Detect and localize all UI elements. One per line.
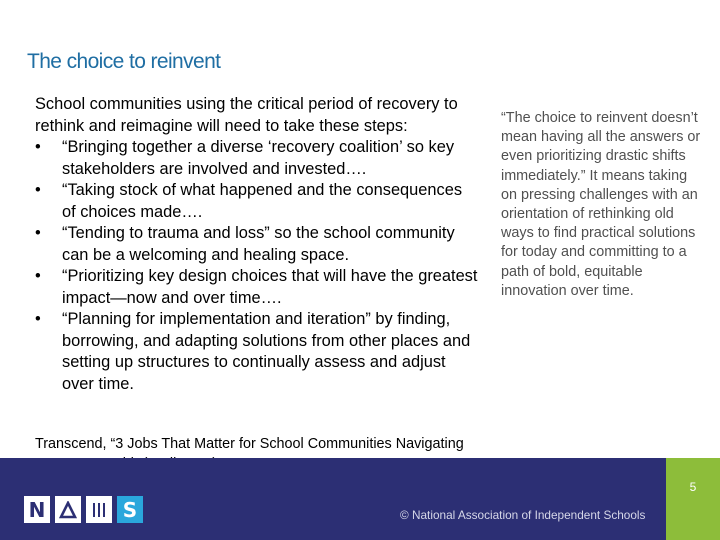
logo-tile-n: N xyxy=(24,496,50,523)
step-text: “Taking stock of what happened and the consequences of choices made…. xyxy=(62,181,463,221)
copyright-text: © National Association of Independent Schools xyxy=(400,508,646,522)
step-text: “Tending to trauma and loss” so the school community can be a welcoming and healing space. xyxy=(62,224,455,264)
page-number: 5 xyxy=(689,480,697,494)
list-item xyxy=(35,309,480,395)
bullet-icon: • xyxy=(35,267,41,285)
step-text: “Prioritizing key design choices that will have the greatest impact—now and over time…. xyxy=(62,267,478,307)
logo-tile-a xyxy=(55,496,81,523)
bullet-icon: • xyxy=(35,181,41,199)
slide-title: The choice to reinvent xyxy=(27,50,221,73)
step-text: “Planning for implementation and iteration” by finding, borrowing, and adapting solutions from other places and setting up structures to continually assess and adjust over time. xyxy=(62,310,471,393)
triangle-icon xyxy=(59,501,77,519)
steps-list xyxy=(35,137,480,395)
quote-text: “The choice to reinvent doesn’t mean having all the answers or even prioritizing drastic shifts immediately.” It means taking on pressing challenges with an orientation of rethinking old ways to find practical solutions for today and committing to a path of bold, equitable innovation over time. xyxy=(501,110,701,299)
list-item xyxy=(35,137,480,180)
logo-tile-i xyxy=(86,496,112,523)
nais-logo xyxy=(24,496,143,528)
list-item xyxy=(35,223,480,266)
bullet-icon: • xyxy=(35,138,41,156)
footer-band xyxy=(0,458,720,540)
main-text-block xyxy=(35,94,480,395)
bullet-icon: • xyxy=(35,310,41,328)
intro-text: School communities using the critical period of recovery to rethink and reimagine will need to take these steps: xyxy=(35,95,458,135)
list-item xyxy=(35,266,480,309)
bullet-icon: • xyxy=(35,224,41,242)
logo-tile-s: S xyxy=(117,496,143,523)
citation-text: Transcend, “3 Jobs That Matter for School Communities Navigating xyxy=(35,436,464,452)
bars-icon xyxy=(90,501,108,519)
page-number-box xyxy=(666,458,720,540)
step-text: “Bringing together a diverse ‘recovery coalition’ so key stakeholders are involved and invested…. xyxy=(62,138,455,178)
list-item xyxy=(35,180,480,223)
